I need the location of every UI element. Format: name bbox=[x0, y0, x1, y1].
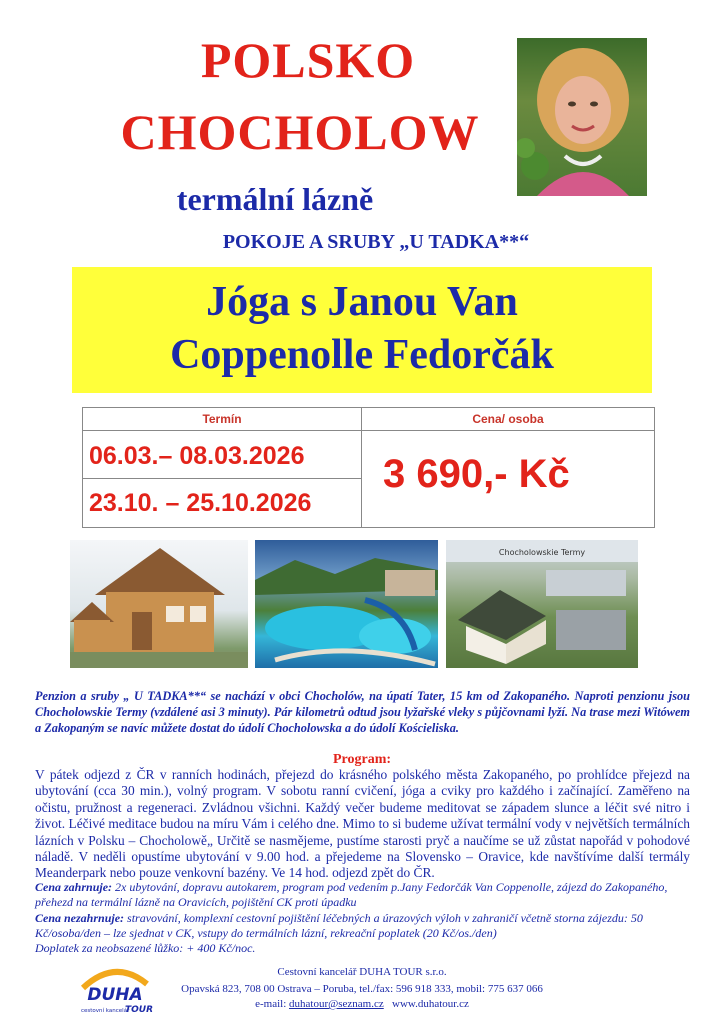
price-includes-label: Cena zahrnuje: bbox=[35, 880, 113, 894]
price-includes bbox=[35, 880, 675, 910]
yoga-banner bbox=[72, 267, 652, 393]
banner-line2: Coppenolle Fedorčák bbox=[170, 332, 554, 378]
price-includes-text: 2x ubytování, dopravu autokarem, program pod vedením p.Jany Fedorčák Van Coppenolle, zájezd do Zakopaného, přehezd na termální lázně na Oravicích, pojištění CK proti úpadku bbox=[35, 880, 668, 909]
price-excludes bbox=[35, 911, 675, 941]
column-header-price: Cena/ osoba bbox=[472, 412, 544, 426]
banner-line1: Jóga s Janou Van bbox=[206, 279, 518, 325]
svg-text:DUHA: DUHA bbox=[87, 985, 143, 1005]
email-label: e-mail: bbox=[255, 998, 290, 1010]
surcharge-note: Doplatek za neobsazené lůžko: + 400 Kč/noc. bbox=[35, 941, 256, 955]
price-per-person: 3 690,- Kč bbox=[383, 452, 570, 496]
pension-description: Penzion a sruby „ U TADKA**“ se nachází v obci Chocholów, na úpatí Tater, 15 km od Zakopaného. Naproti penzionu jsou Chocholowskie Termy (vzdálené asi 3 minuty). Pár kilometrů odtud jsou lyžařské vleky s půjčovnami lyží. Na trase mezi Witówem a Zakopaným se navíc můžete dostat do údolí Chocholowska a do údolí Kościeliska. bbox=[35, 689, 690, 735]
price-excludes-label: Cena nezahrnuje: bbox=[35, 911, 125, 925]
wooden-cabin-photo bbox=[70, 540, 248, 668]
website-link[interactable]: www.duhatour.cz bbox=[392, 998, 469, 1010]
price-excludes-text: stravování, komplexní cestovní pojištění léčebných a úrazových výloh v zahraničí včetně storna zájezdu: 50 Kč/osoba/den – lze sjednat v CK, vstupy do termálních lázní, rekreační poplatek (20 Kč/os./den) bbox=[35, 911, 643, 940]
table-header-divider bbox=[83, 430, 654, 431]
instructor-portrait bbox=[517, 38, 647, 196]
pension-aerial-photo bbox=[446, 540, 638, 668]
program-text: V pátek odjezd z ČR v ranních hodinách, přejezd do krásného polského města Zakopaného, po prohlídce přejezd na ubytování (cca 30 min.), volný program. V sobotu ranní cvičení, jóga a cviky pro každého i začínající. Zaměřeno na očistu, pružnost a regeneraci. Zvládnou všichni. Každý večer budeme meditovat se západem slunce a léčit své nitro i život. Léčivé meditace budou na míru Vám i celého dne. Mimo to si budeme užívat termální vody v největších termálních lázních v Polsku – Chocholowě„ Určitě se nasmějeme, pustíme starosti pryč a naučíme se už zůstat napořád v pohodové náladě. V neděli opustíme ubytování v 9.00 hod. a přejedeme na Slovensko – Oravice, kde navštívíme další termály Meanderpark nebo pouze venkovní bazény. Ve 14 hod. odjezd zpět do ČR. bbox=[35, 767, 690, 881]
page-title-line1: POLSKO bbox=[200, 32, 416, 88]
email-link[interactable]: duhatour@seznam.cz bbox=[289, 998, 384, 1010]
column-header-term: Termín bbox=[202, 412, 242, 426]
footer-company: Cestovní kancelář DUHA TOUR s.r.o. bbox=[277, 966, 447, 978]
footer-contact bbox=[0, 998, 724, 1010]
date-row-2: 23.10. – 25.10.2026 bbox=[89, 489, 312, 517]
date-row-1: 06.03.– 08.03.2026 bbox=[89, 442, 305, 470]
program-heading: Program: bbox=[332, 752, 392, 767]
thermal-pools-photo bbox=[255, 540, 438, 668]
footer-address: Opavská 823, 708 00 Ostrava – Poruba, tel./fax: 596 918 333, mobil: 775 637 066 bbox=[181, 983, 543, 995]
table-row-divider bbox=[83, 478, 361, 479]
accommodation-heading: POKOJE A SRUBY „U TADKA**“ bbox=[222, 231, 530, 253]
svg-text:cestovní kancelář: cestovní kancelář bbox=[81, 1008, 130, 1014]
terms-price-table bbox=[82, 407, 655, 528]
svg-text:TOUR: TOUR bbox=[125, 1005, 154, 1015]
page-title-line2: CHOCHOLOW bbox=[120, 104, 480, 160]
photo-caption: Chocholowskie Termy bbox=[498, 548, 586, 557]
page-subtitle: termální lázně bbox=[176, 181, 374, 217]
